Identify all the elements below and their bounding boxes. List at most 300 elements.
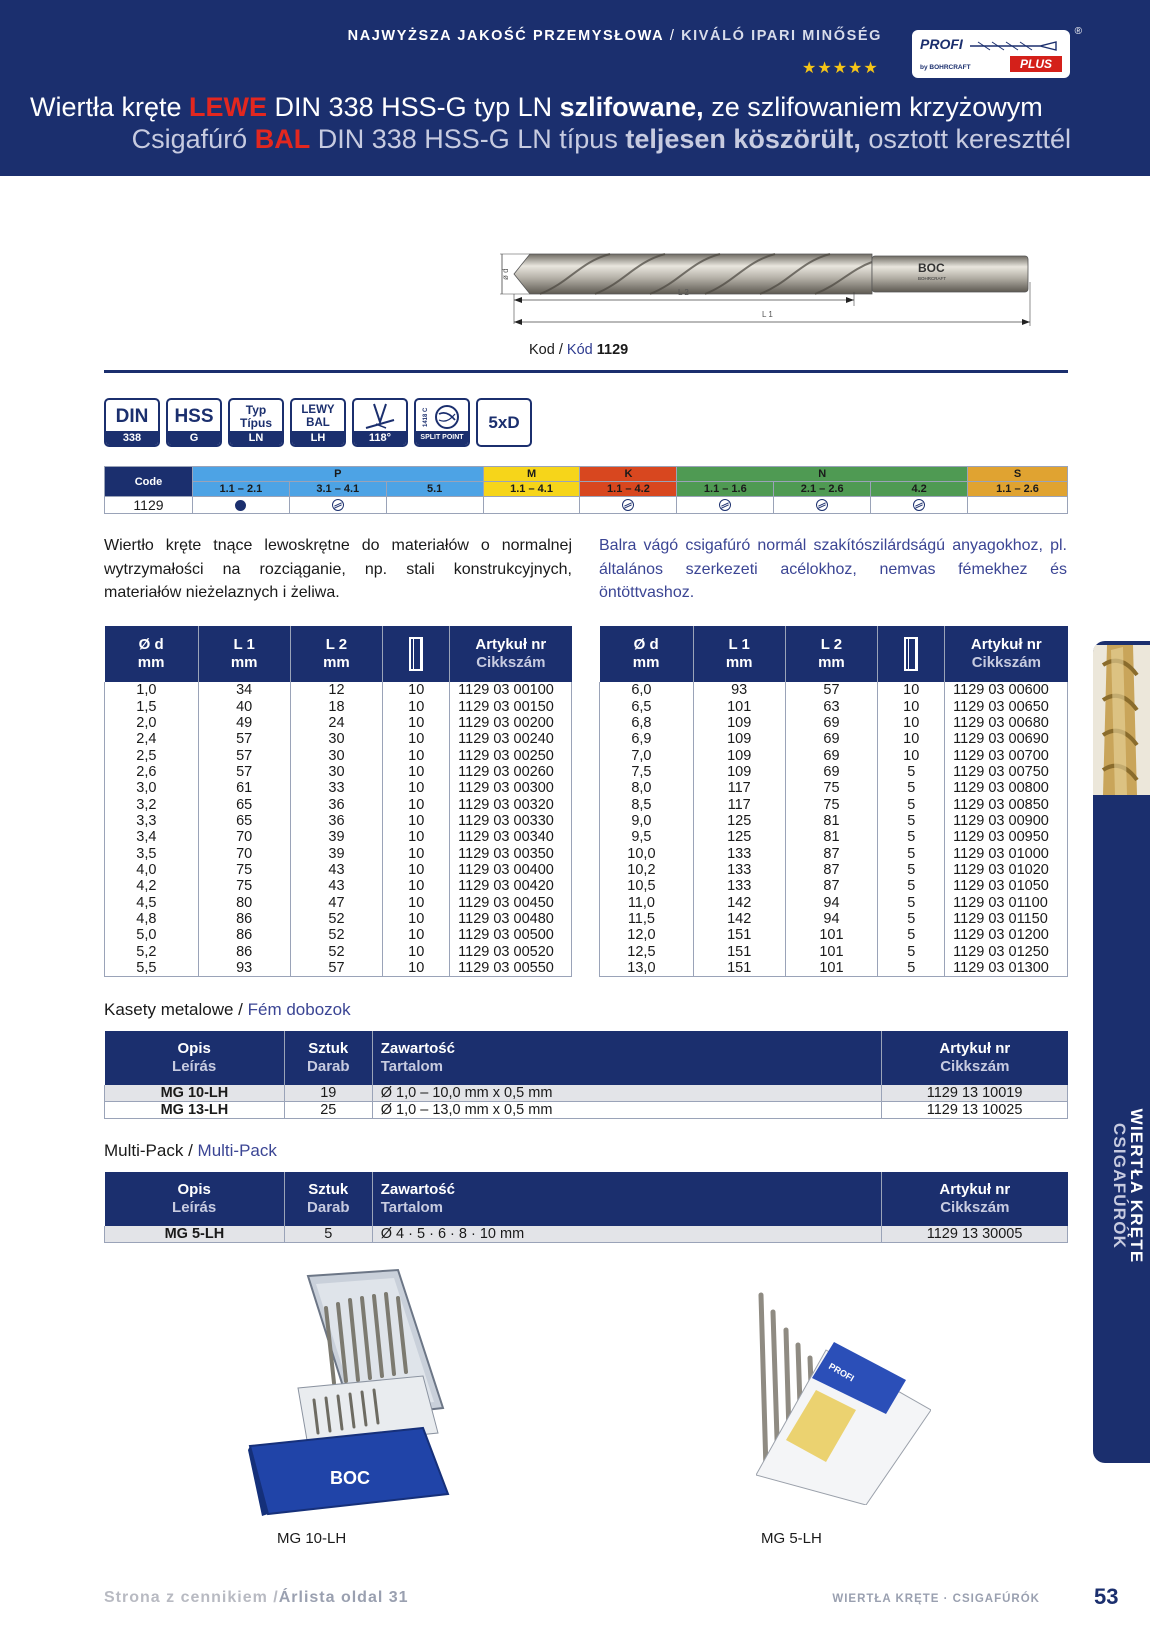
pack-cell: 10 [383, 927, 450, 943]
article-cell: 1129 03 00240 [450, 731, 572, 747]
logo-registered: ® [1074, 26, 1082, 37]
case-brand-text: BOC [330, 1468, 370, 1488]
table-row [600, 911, 1068, 927]
diameter-cell: 4,5 [105, 894, 199, 910]
l1-cell: 117 [693, 780, 785, 796]
table-row [600, 731, 1068, 747]
pack-cell: 10 [878, 682, 945, 698]
col-diameter: Ø d mm [105, 626, 199, 682]
article-cell: 1129 03 00690 [945, 731, 1068, 747]
pack-cell: 10 [383, 764, 450, 780]
l1-cell: 34 [198, 682, 290, 698]
col-l2: L 2 mm [785, 626, 878, 682]
l1-cell: 133 [693, 845, 785, 861]
l2-cell: 94 [785, 894, 878, 910]
l1-cell: 133 [693, 862, 785, 878]
l2-cell: 43 [290, 878, 383, 894]
article-cell: 1129 03 00700 [945, 747, 1068, 763]
product-code: Kod / Kód 1129 [529, 342, 629, 358]
diameter-cell: 5,5 [105, 960, 199, 977]
diameter-cell: 3,2 [105, 796, 199, 812]
diameter-cell: 10,2 [600, 862, 694, 878]
diameter-cell: 5,2 [105, 944, 199, 960]
article-cell: 1129 03 00600 [945, 682, 1068, 698]
split-point-icon [417, 402, 467, 432]
pack-cell: 10 [878, 698, 945, 714]
primary-suitability-icon [235, 500, 246, 511]
l1-cell: 86 [198, 944, 290, 960]
pack-cell: 10 [383, 911, 450, 927]
l2-cell: 57 [785, 682, 878, 698]
l1-cell: 109 [693, 731, 785, 747]
l2-cell: 101 [785, 944, 878, 960]
l1-cell: 40 [198, 698, 290, 714]
range-k: 1.1 – 4.2 [580, 482, 677, 497]
badge-hss: HSS G [166, 398, 222, 447]
rating-stars: ★★★★★ [802, 60, 879, 77]
pack-cell: 5 [878, 845, 945, 861]
l1-cell: 70 [198, 829, 290, 845]
article-cell: 1129 03 01050 [945, 878, 1068, 894]
article-cell: 1129 03 00520 [450, 944, 572, 960]
l2-cell: 57 [290, 960, 383, 977]
badge-din: DIN 338 [104, 398, 160, 447]
diameter-cell: 13,0 [600, 960, 694, 977]
pack-cell: 10 [383, 780, 450, 796]
photo-caption-mg10: MG 10-LH [277, 1530, 347, 1547]
col-l1: L 1 mm [198, 626, 290, 682]
pack-icon [409, 637, 423, 671]
l1-cell: 109 [693, 764, 785, 780]
l2-cell: 24 [290, 715, 383, 731]
photo-caption-mg5: MG 5-LH [761, 1530, 822, 1547]
l1-cell: 151 [693, 960, 785, 977]
pack-cell: 5 [878, 927, 945, 943]
l1-cell: 101 [693, 698, 785, 714]
l2-cell: 30 [290, 764, 383, 780]
diameter-cell: 9,5 [600, 829, 694, 845]
article-cell: 1129 03 01000 [945, 845, 1068, 861]
article-cell: 1129 03 01100 [945, 894, 1068, 910]
l1-cell: 86 [198, 911, 290, 927]
col-zawartosc: Zawartość Tartalom [372, 1031, 881, 1085]
article-cell: 1129 03 00150 [450, 698, 572, 714]
suitability-icon [913, 499, 925, 511]
footer-price-list-ref: Strona z cennikiem /Árlista oldal 31 [104, 1589, 409, 1606]
table-row [600, 764, 1068, 780]
article-cell: 1129 03 00500 [450, 927, 572, 943]
l2-cell: 81 [785, 829, 878, 845]
material-row-code: 1129 [105, 497, 193, 514]
table-row [600, 780, 1068, 796]
l2-cell: 63 [785, 698, 878, 714]
diameter-cell: 12,5 [600, 944, 694, 960]
l1-cell: 75 [198, 878, 290, 894]
table-row [600, 796, 1068, 812]
l1-cell: 86 [198, 927, 290, 943]
table-row [105, 960, 572, 977]
l2-cell: 43 [290, 862, 383, 878]
pack-cell: 10 [383, 894, 450, 910]
article-cell: 1129 03 00350 [450, 845, 572, 861]
range-n-1: 1.1 – 1.6 [677, 482, 774, 497]
l1-cell: 75 [198, 862, 290, 878]
pack-cell: 10 [383, 845, 450, 861]
table-row: MG 5-LH 5 Ø 4 · 5 · 6 · 8 · 10 mm 1129 13 30005 [105, 1226, 1068, 1243]
article-cell: 1129 03 00550 [450, 960, 572, 977]
table-row [105, 829, 572, 845]
suitability-icon [719, 499, 731, 511]
group-k: K [580, 467, 677, 482]
l1-cell: 93 [693, 682, 785, 698]
pack-cell: 5 [878, 764, 945, 780]
article-cell: 1129 03 00320 [450, 796, 572, 812]
l2-cell: 94 [785, 911, 878, 927]
l1-cell: 125 [693, 813, 785, 829]
diameter-cell: 4,0 [105, 862, 199, 878]
article-cell: 1129 03 00100 [450, 682, 572, 698]
drill-shank [872, 256, 1028, 292]
l1-cell: 57 [198, 764, 290, 780]
title-hu: Csigafúró BAL DIN 338 HSS-G LN típus teljesen köszörült, osztott kereszttél [131, 124, 1071, 154]
col-pack [383, 626, 450, 682]
article-cell: 1129 03 00400 [450, 862, 572, 878]
table-row [600, 927, 1068, 943]
pack-cell: 5 [878, 911, 945, 927]
logo-profi: PROFI [920, 36, 963, 52]
page-number: 53 [1094, 1584, 1119, 1609]
range-m: 1.1 – 4.1 [483, 482, 580, 497]
pack-cell: 5 [878, 780, 945, 796]
table-row [600, 829, 1068, 845]
diameter-cell: 1,5 [105, 698, 199, 714]
article-cell: 1129 03 00330 [450, 813, 572, 829]
col-artykul: Artykuł nr Cikkszám [882, 1172, 1068, 1226]
range-s: 1.1 – 2.6 [968, 482, 1068, 497]
diameter-cell: 10,0 [600, 845, 694, 861]
article-cell: 1129 03 00750 [945, 764, 1068, 780]
l1-cell: 142 [693, 894, 785, 910]
diameter-cell: 2,4 [105, 731, 199, 747]
l2-cell: 87 [785, 878, 878, 894]
pack-cell: 10 [383, 682, 450, 698]
l2-cell: 75 [785, 780, 878, 796]
col-opis: Opis Leírás [105, 1031, 285, 1085]
range-n-2: 2.1 – 2.6 [774, 482, 871, 497]
l1-cell: 49 [198, 715, 290, 731]
l2-cell: 87 [785, 845, 878, 861]
tagline-pl: NAJWYŻSZA JAKOŚĆ PRZEMYSŁOWA [347, 28, 665, 44]
table-row [600, 715, 1068, 731]
shank-brand: BOC [918, 261, 945, 275]
l2-cell: 69 [785, 715, 878, 731]
table-row [600, 894, 1068, 910]
table-row [600, 878, 1068, 894]
diameter-cell: 9,0 [600, 813, 694, 829]
table-row [105, 780, 572, 796]
pack-cell: 10 [878, 731, 945, 747]
pack-cell: 10 [878, 715, 945, 731]
article-cell: 1129 03 00200 [450, 715, 572, 731]
l2-cell: 69 [785, 747, 878, 763]
diameter-cell: 7,0 [600, 747, 694, 763]
table-row [105, 911, 572, 927]
diameter-cell: 12,0 [600, 927, 694, 943]
badge-5xd: 5xD [476, 398, 532, 447]
table-row [600, 845, 1068, 861]
dim-l2-label: L 2 [678, 288, 689, 297]
range-p-1: 1.1 – 2.1 [192, 482, 289, 497]
drill-sizes-table-left [104, 626, 572, 977]
logo-drill-icon [970, 39, 1058, 53]
l1-cell: 57 [198, 731, 290, 747]
col-article: Artykuł nr Cikkszám [945, 626, 1068, 682]
drill-flute [514, 254, 872, 294]
col-l2: L 2 mm [290, 626, 383, 682]
dim-l1-label: L 1 [762, 310, 773, 319]
description-hu: Balra vágó csigafúró normál szakítószilárdságú anyagokhoz, pl. általános szerkezeti acélokhoz, nemvas fémekhez és öntöttvashoz. [599, 537, 1067, 601]
l1-cell: 125 [693, 829, 785, 845]
pack-cell: 5 [878, 944, 945, 960]
tagline-hu: KIVÁLÓ IPARI MINŐSÉG [681, 28, 882, 44]
suitability-icon [816, 499, 828, 511]
table-row [600, 960, 1068, 977]
article-cell: 1129 03 00450 [450, 894, 572, 910]
badge-left-hand: LEWY BAL LH [290, 398, 346, 447]
diameter-cell: 4,2 [105, 878, 199, 894]
diameter-cell: 3,3 [105, 813, 199, 829]
pack-cell: 10 [383, 862, 450, 878]
l2-cell: 101 [785, 927, 878, 943]
diameter-cell: 6,0 [600, 682, 694, 698]
diameter-cell: 1,0 [105, 682, 199, 698]
logo-plus: PLUS [1010, 56, 1062, 72]
l1-cell: 109 [693, 747, 785, 763]
article-cell: 1129 03 00420 [450, 878, 572, 894]
article-cell: 1129 03 00300 [450, 780, 572, 796]
section-kasety-title: Kasety metalowe / Fém dobozok [104, 1000, 351, 1019]
table-row [105, 927, 572, 943]
diameter-cell: 3,4 [105, 829, 199, 845]
l2-cell: 47 [290, 894, 383, 910]
article-cell: 1129 03 00340 [450, 829, 572, 845]
product-photo-multipack [756, 1290, 931, 1505]
pack-cell: 10 [383, 731, 450, 747]
divider [104, 370, 1068, 373]
description-pl: Wiertło kręte tnące lewoskrętne do materiałów o normalnej wytrzymałości na rozciąganie, np. stali konstrukcyjnych, materiałów nieżelaznych i żeliwa. [104, 537, 572, 601]
l1-cell: 133 [693, 878, 785, 894]
article-cell: 1129 03 01200 [945, 927, 1068, 943]
diameter-cell: 2,0 [105, 715, 199, 731]
diameter-cell: 6,5 [600, 698, 694, 714]
product-photo-metal-case [248, 1268, 453, 1518]
l2-cell: 12 [290, 682, 383, 698]
l2-cell: 52 [290, 944, 383, 960]
l2-cell: 52 [290, 911, 383, 927]
pack-icon [904, 637, 918, 671]
l2-cell: 69 [785, 764, 878, 780]
article-cell: 1129 03 01020 [945, 862, 1068, 878]
l1-cell: 57 [198, 747, 290, 763]
l2-cell: 52 [290, 927, 383, 943]
pack-cell: 10 [383, 747, 450, 763]
article-cell: 1129 03 01250 [945, 944, 1068, 960]
article-cell: 1129 03 00650 [945, 698, 1068, 714]
table-row [105, 813, 572, 829]
l2-cell: 18 [290, 698, 383, 714]
side-tab-label: WIERTŁA KRĘTE CSIGAFÚRÓK [1110, 1108, 1146, 1264]
table-row [105, 698, 572, 714]
col-sztuk: Sztuk Darab [284, 1172, 372, 1226]
l2-cell: 30 [290, 747, 383, 763]
l1-cell: 61 [198, 780, 290, 796]
tagline-sep: / [664, 28, 682, 44]
dim-d-label: ø d [501, 268, 510, 280]
table-row [600, 944, 1068, 960]
col-sztuk: Sztuk Darab [284, 1031, 372, 1085]
l1-cell: 65 [198, 813, 290, 829]
range-p-3: 5.1 [386, 482, 483, 497]
table-row [105, 715, 572, 731]
table-row [105, 944, 572, 960]
article-cell: 1129 03 00250 [450, 747, 572, 763]
diameter-cell: 7,5 [600, 764, 694, 780]
table-row [105, 796, 572, 812]
diameter-cell: 3,0 [105, 780, 199, 796]
l2-cell: 69 [785, 731, 878, 747]
article-cell: 1129 03 00260 [450, 764, 572, 780]
kasety-table [104, 1031, 1068, 1119]
table-row [600, 862, 1068, 878]
col-opis: Opis Leírás [105, 1172, 285, 1226]
suitability-icon [622, 499, 634, 511]
pack-cell: 10 [383, 960, 450, 977]
l1-cell: 70 [198, 845, 290, 861]
col-diameter: Ø d mm [600, 626, 694, 682]
pack-cell: 5 [878, 813, 945, 829]
table-row [105, 747, 572, 763]
col-artykul: Artykuł nr Cikkszám [882, 1031, 1068, 1085]
diameter-cell: 3,5 [105, 845, 199, 861]
pack-cell: 5 [878, 960, 945, 977]
l1-cell: 151 [693, 944, 785, 960]
pack-cell: 10 [383, 829, 450, 845]
pack-cell: 10 [383, 715, 450, 731]
l2-cell: 39 [290, 845, 383, 861]
l1-cell: 80 [198, 894, 290, 910]
page-header [0, 0, 1150, 176]
header-tagline [348, 28, 882, 44]
group-m: M [483, 467, 580, 482]
pack-cell: 5 [878, 796, 945, 812]
diameter-cell: 5,0 [105, 927, 199, 943]
badge-type: Typ Típus LN [228, 398, 284, 447]
shank-brand-sub: BOHRCRAFT [918, 276, 946, 281]
pack-cell: 5 [878, 862, 945, 878]
pack-cell: 5 [878, 829, 945, 845]
svg-text:1418 C: 1418 C [423, 407, 429, 427]
diameter-cell: 11,5 [600, 911, 694, 927]
article-cell: 1129 03 00850 [945, 796, 1068, 812]
drill-closeup-image [1093, 645, 1150, 795]
table-row [105, 862, 572, 878]
title-pl: Wiertła kręte LEWE DIN 338 HSS-G typ LN szlifowane, ze szlifowaniem krzyżowym [30, 92, 1043, 122]
range-p-2: 3.1 – 4.1 [289, 482, 386, 497]
table-row [600, 698, 1068, 714]
pack-cell: 10 [383, 698, 450, 714]
l2-cell: 36 [290, 813, 383, 829]
article-cell: 1129 03 00800 [945, 780, 1068, 796]
l2-cell: 33 [290, 780, 383, 796]
table-row: MG 10-LH 19 Ø 1,0 – 10,0 mm x 0,5 mm 1129 13 10019 [105, 1085, 1068, 1102]
l2-cell: 30 [290, 731, 383, 747]
table-row [105, 764, 572, 780]
col-zawartosc: Zawartość Tartalom [372, 1172, 881, 1226]
table-row [105, 878, 572, 894]
table-row: MG 13-LH 25 Ø 1,0 – 13,0 mm x 0,5 mm 1129 13 10025 [105, 1102, 1068, 1119]
range-n-3: 4.2 [871, 482, 968, 497]
diameter-cell: 10,5 [600, 878, 694, 894]
diameter-cell: 11,0 [600, 894, 694, 910]
col-l1: L 1 mm [693, 626, 785, 682]
l1-cell: 109 [693, 715, 785, 731]
drill-sizes-table-right [599, 626, 1068, 977]
table-row [105, 682, 572, 698]
article-cell: 1129 03 00680 [945, 715, 1068, 731]
diameter-cell: 8,0 [600, 780, 694, 796]
l2-cell: 101 [785, 960, 878, 977]
table-row [105, 894, 572, 910]
group-s: S [968, 467, 1068, 482]
diameter-cell: 6,8 [600, 715, 694, 731]
diameter-cell: 2,5 [105, 747, 199, 763]
pack-cell: 10 [383, 796, 450, 812]
article-cell: 1129 03 01300 [945, 960, 1068, 977]
article-cell: 1129 03 01150 [945, 911, 1068, 927]
diameter-cell: 4,8 [105, 911, 199, 927]
table-row [105, 845, 572, 861]
material-suitability-table [104, 466, 1068, 514]
diameter-cell: 8,5 [600, 796, 694, 812]
l2-cell: 75 [785, 796, 878, 812]
table-row [600, 813, 1068, 829]
l2-cell: 81 [785, 813, 878, 829]
l1-cell: 151 [693, 927, 785, 943]
l2-cell: 87 [785, 862, 878, 878]
l1-cell: 142 [693, 911, 785, 927]
l1-cell: 117 [693, 796, 785, 812]
logo-by: by BOHRCRAFT [920, 64, 971, 71]
article-cell: 1129 03 00950 [945, 829, 1068, 845]
pack-cell: 10 [383, 944, 450, 960]
pack-cell: 10 [383, 878, 450, 894]
l2-cell: 39 [290, 829, 383, 845]
point-angle-icon [360, 402, 400, 432]
badge-split-point: 1418 C SPLIT POINT [414, 398, 470, 447]
l1-cell: 93 [198, 960, 290, 977]
material-code-header: Code [105, 467, 193, 497]
article-cell: 1129 03 00480 [450, 911, 572, 927]
l1-cell: 65 [198, 796, 290, 812]
group-n: N [677, 467, 968, 482]
section-multipack-title: Multi-Pack / Multi-Pack [104, 1141, 277, 1160]
pack-cell: 10 [878, 747, 945, 763]
diameter-cell: 2,6 [105, 764, 199, 780]
badge-point-angle: 118° [352, 398, 408, 447]
profi-plus-logo [912, 26, 1082, 78]
l2-cell: 36 [290, 796, 383, 812]
section-side-tab [1093, 641, 1150, 1463]
